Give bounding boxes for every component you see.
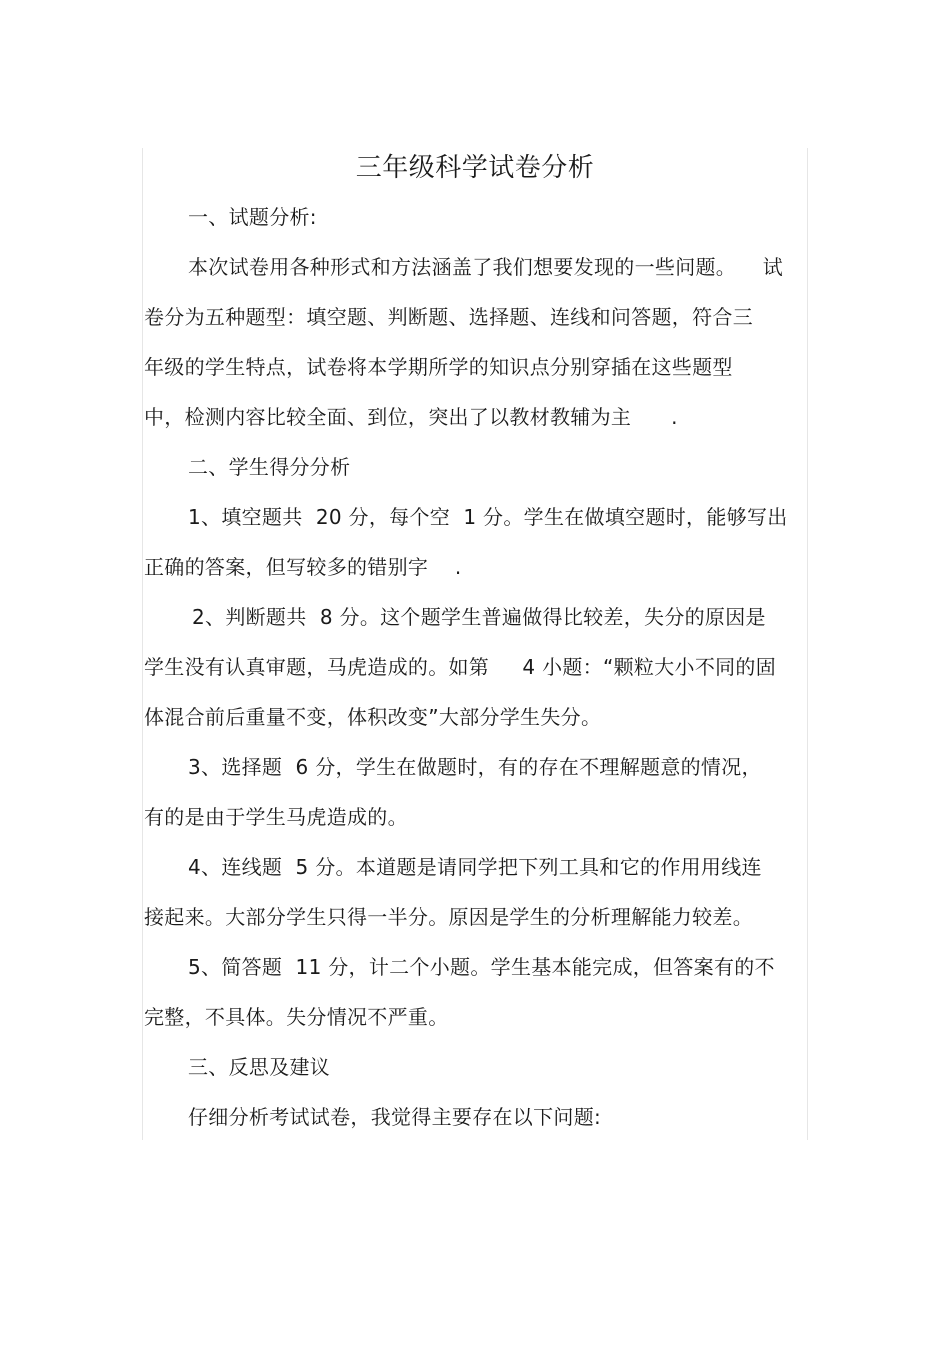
paragraph-line: 卷分为五种题型：填空题、判断题、选择题、连线和问答题，符合三 (144, 305, 753, 329)
paragraph-line: 本次试卷用各种形式和方法涵盖了我们想要发现的一些问题。 试 (188, 255, 784, 279)
page-frame (142, 148, 808, 1140)
paragraph-line: 5、简答题 11 分，计二个小题。学生基本能完成，但答案有的不 (188, 955, 775, 979)
paragraph-line: 有的是由于学生马虎造成的。 (144, 805, 408, 829)
paragraph-line: 1、填空题共 20 分，每个空 1 分。学生在做填空题时，能够写出 (188, 505, 788, 529)
paragraph-line: 2、判断题共 8 分。这个题学生普遍做得比较差，失分的原因是 (192, 605, 766, 629)
section-heading-3: 三、反思及建议 (188, 1055, 331, 1079)
section-heading-2: 二、学生得分分析 (188, 455, 351, 479)
document-title: 三年级科学试卷分析 (355, 153, 595, 183)
paragraph-line: 中，检测内容比较全面、到位，突出了以教材教辅为主 . (144, 405, 678, 429)
section-heading-1: 一、试题分析: (188, 205, 317, 229)
paragraph-line: 完整，不具体。失分情况不严重。 (144, 1005, 449, 1029)
paragraph-line: 4、连线题 5 分。本道题是请同学把下列工具和它的作用用线连 (188, 855, 762, 879)
paragraph-line: 接起来。大部分学生只得一半分。原因是学生的分析理解能力较差。 (144, 905, 753, 929)
paragraph-line: 仔细分析考试试卷，我觉得主要存在以下问题: (188, 1105, 602, 1129)
paragraph-line: 体混合前后重量不变，体积改变”大部分学生失分。 (144, 705, 602, 729)
paragraph-line: 年级的学生特点，试卷将本学期所学的知识点分别穿插在这些题型 (144, 355, 733, 379)
paragraph-line: 正确的答案，但写较多的错别字 . (144, 555, 462, 579)
paragraph-line: 3、选择题 6 分，学生在做题时，有的存在不理解题意的情况， (188, 755, 762, 779)
paragraph-line: 学生没有认真审题，马虎造成的。如第 4 小题：“颗粒大小不同的固 (144, 655, 777, 679)
